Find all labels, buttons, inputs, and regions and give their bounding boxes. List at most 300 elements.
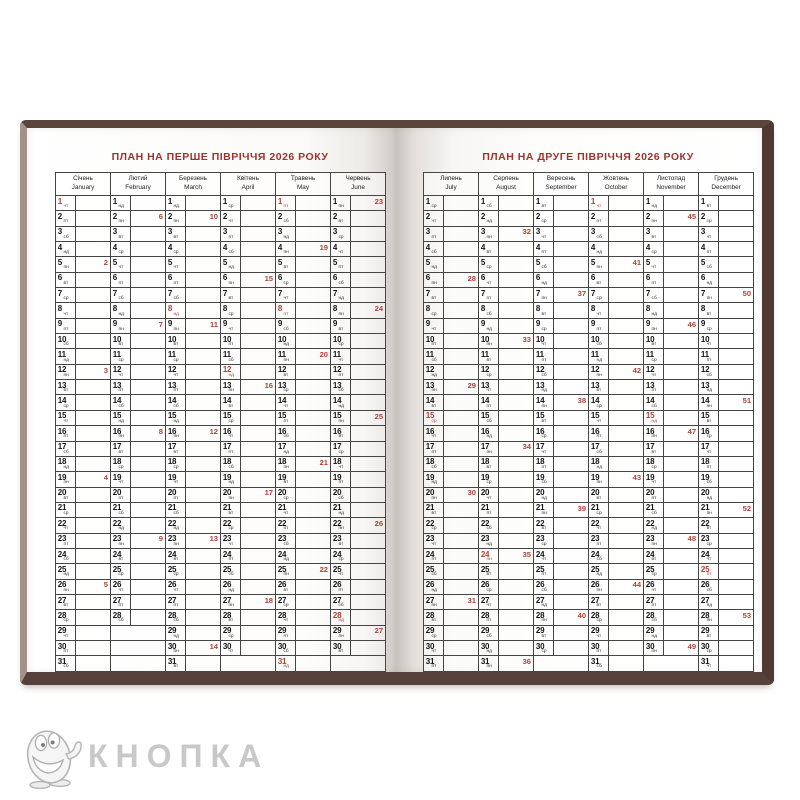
day-cell — [699, 303, 719, 318]
day-number: 16 — [57, 426, 67, 436]
day-number: 2 — [167, 211, 173, 221]
day-row — [424, 456, 754, 471]
day-number: 4 — [590, 242, 596, 252]
weekday-abbr: ср — [431, 526, 437, 532]
notes-cell — [241, 303, 276, 318]
day-row — [56, 656, 386, 671]
day-cell — [166, 257, 186, 272]
day-number: 2 — [645, 211, 651, 221]
weekday-abbr: нд — [596, 250, 602, 256]
notes-cell — [554, 564, 589, 579]
notes-cell — [664, 226, 699, 241]
day-cell — [331, 533, 351, 548]
day-number: 31 — [277, 656, 287, 666]
weekday-abbr: пн — [283, 357, 289, 363]
weekday-abbr: сб — [228, 250, 234, 256]
notes-cell — [444, 318, 479, 333]
day-number: 5 — [645, 257, 651, 267]
day-number: 22 — [535, 518, 545, 528]
day-cell — [699, 533, 719, 548]
weekday-abbr: сб — [63, 449, 69, 455]
day-number: 26 — [332, 580, 342, 590]
day-number: 30 — [57, 641, 67, 651]
day-cell — [276, 334, 296, 349]
notes-cell — [241, 610, 276, 625]
weekday-abbr: чт — [338, 572, 344, 578]
day-cell — [276, 303, 296, 318]
notes-cell — [499, 257, 534, 272]
day-number: 25 — [332, 564, 342, 574]
weekday-abbr: нд — [228, 265, 234, 271]
day-cell — [276, 380, 296, 395]
notes-cell — [131, 303, 166, 318]
notes-cell — [499, 518, 534, 533]
day-cell — [276, 640, 296, 655]
notes-cell — [296, 257, 331, 272]
day-cell — [166, 610, 186, 625]
weekday-abbr: пт — [486, 618, 492, 624]
day-cell — [56, 288, 76, 303]
day-cell — [534, 579, 554, 594]
day-number: 22 — [167, 518, 177, 528]
notes-cell — [296, 518, 331, 533]
notes-cell — [664, 640, 699, 655]
day-cell — [589, 226, 609, 241]
day-cell — [644, 579, 664, 594]
notes-cell — [76, 610, 111, 625]
day-row — [56, 456, 386, 471]
day-cell — [424, 579, 444, 594]
day-cell — [166, 303, 186, 318]
day-cell — [111, 303, 131, 318]
day-number: 22 — [425, 518, 435, 528]
week-number: 17 — [264, 488, 274, 498]
weekday-abbr: пн — [706, 296, 712, 302]
day-cell — [589, 410, 609, 425]
notes-cell — [351, 502, 386, 517]
day-cell — [424, 502, 444, 517]
day-number: 13 — [645, 380, 655, 390]
weekday-abbr: чт — [63, 633, 69, 639]
weekday-abbr: вт — [706, 204, 712, 210]
day-number: 14 — [167, 396, 177, 406]
day-cell — [111, 487, 131, 502]
day-number: 3 — [700, 227, 706, 237]
notes-cell — [609, 487, 644, 502]
notes-cell — [499, 441, 534, 456]
notes-cell — [609, 579, 644, 594]
day-cell — [166, 564, 186, 579]
notes-cell — [609, 594, 644, 609]
weekday-abbr: сб — [431, 572, 437, 578]
day-number: 13 — [167, 380, 177, 390]
day-cell — [166, 625, 186, 640]
notes-cell — [609, 395, 644, 410]
weekday-abbr: пн — [338, 418, 344, 424]
month-header — [111, 173, 166, 196]
weekday-abbr: вт — [431, 403, 437, 409]
notes-cell — [76, 640, 111, 655]
day-cell — [111, 472, 131, 487]
day-cell — [589, 456, 609, 471]
notes-cell — [499, 594, 534, 609]
day-cell — [589, 564, 609, 579]
weekday-abbr: чт — [283, 403, 289, 409]
day-number: 6 — [645, 273, 651, 283]
day-number: 2 — [332, 211, 338, 221]
day-cell — [331, 472, 351, 487]
notes-cell — [186, 242, 221, 257]
notes-cell — [719, 548, 754, 563]
empty-cell — [111, 625, 166, 640]
notes-cell — [76, 380, 111, 395]
day-number: 6 — [480, 273, 486, 283]
weekday-abbr: нд — [651, 418, 657, 424]
notes-cell — [609, 196, 644, 211]
day-cell — [699, 242, 719, 257]
day-number: 12 — [425, 365, 435, 375]
day-number: 19 — [480, 472, 490, 482]
open-diary — [20, 120, 774, 685]
notes-cell — [664, 502, 699, 517]
day-number: 7 — [425, 288, 431, 298]
day-number: 9 — [222, 319, 228, 329]
day-cell — [331, 502, 351, 517]
weekday-abbr: ср — [486, 265, 492, 271]
day-cell — [276, 502, 296, 517]
day-cell — [56, 533, 76, 548]
week-number: 5 — [103, 580, 108, 590]
day-number: 10 — [57, 334, 67, 344]
weekday-abbr: ср — [63, 296, 69, 302]
week-number: 50 — [742, 288, 752, 298]
weekday-abbr: чт — [338, 357, 344, 363]
day-cell — [111, 594, 131, 609]
notes-cell — [444, 395, 479, 410]
day-number: 15 — [57, 411, 67, 421]
day-number: 1 — [645, 196, 651, 206]
day-cell — [699, 456, 719, 471]
day-cell — [331, 426, 351, 441]
day-cell — [424, 196, 444, 211]
day-cell — [56, 226, 76, 241]
weekday-abbr: ср — [596, 510, 602, 516]
week-number: 10 — [209, 212, 219, 222]
weekday-abbr: нд — [431, 372, 437, 378]
notes-cell — [444, 564, 479, 579]
day-cell — [534, 226, 554, 241]
day-cell — [166, 242, 186, 257]
notes-cell — [351, 533, 386, 548]
weekday-abbr: сб — [541, 587, 547, 593]
notes-cell — [444, 656, 479, 671]
weekday-abbr: чт — [486, 280, 492, 286]
day-number: 21 — [332, 503, 342, 513]
weekday-abbr: вт — [173, 449, 179, 455]
weekday-abbr: сб — [706, 480, 712, 486]
notes-cell — [499, 349, 534, 364]
day-cell — [424, 564, 444, 579]
month-header — [166, 173, 221, 196]
day-cell — [221, 441, 241, 456]
day-number: 15 — [222, 411, 232, 421]
weekday-abbr: пт — [283, 526, 289, 532]
weekday-abbr: нд — [173, 418, 179, 424]
day-number: 3 — [112, 227, 118, 237]
day-number: 14 — [590, 396, 600, 406]
month-header-row — [56, 173, 386, 196]
weekday-abbr: вт — [173, 234, 179, 240]
notes-cell — [76, 318, 111, 333]
day-cell — [589, 625, 609, 640]
weekday-abbr: пт — [283, 311, 289, 317]
notes-cell — [499, 196, 534, 211]
day-row — [424, 426, 754, 441]
notes-cell — [296, 456, 331, 471]
weekday-abbr: чт — [706, 557, 712, 562]
day-number: 17 — [277, 442, 287, 452]
day-number: 24 — [645, 549, 655, 559]
notes-cell — [499, 226, 534, 241]
notes-cell — [241, 318, 276, 333]
notes-cell — [499, 364, 534, 379]
month-name-uk: Листопад — [656, 175, 686, 183]
day-number: 27 — [222, 595, 232, 605]
notes-cell — [351, 288, 386, 303]
notes-cell — [351, 594, 386, 609]
empty-cell — [331, 656, 386, 671]
day-number: 1 — [535, 196, 541, 206]
day-number: 22 — [222, 518, 232, 528]
day-number: 22 — [645, 518, 655, 528]
notes-cell — [719, 349, 754, 364]
day-cell — [56, 242, 76, 257]
day-number: 20 — [57, 488, 67, 498]
weekday-abbr: сб — [596, 449, 602, 455]
day-cell — [534, 502, 554, 517]
week-number: 20 — [319, 350, 329, 360]
notes-cell — [719, 472, 754, 487]
weekday-abbr: ср — [283, 388, 289, 394]
weekday-abbr: пн — [596, 587, 602, 593]
notes-cell — [241, 640, 276, 655]
day-row — [56, 272, 386, 287]
notes-cell — [296, 288, 331, 303]
weekday-abbr: чт — [541, 449, 547, 455]
weekday-abbr: чт — [63, 204, 69, 210]
day-cell — [534, 456, 554, 471]
day-cell — [479, 288, 499, 303]
day-cell — [331, 625, 351, 640]
weekday-abbr: пн — [651, 326, 657, 332]
weekday-abbr: ср — [228, 204, 234, 210]
weekday-abbr: чт — [431, 649, 437, 655]
weekday-abbr: нд — [486, 219, 492, 225]
day-cell — [534, 472, 554, 487]
weekday-abbr: пт — [651, 495, 657, 501]
notes-cell — [351, 211, 386, 226]
week-number: 6 — [158, 212, 164, 222]
day-number: 1 — [425, 196, 431, 206]
notes-cell — [241, 349, 276, 364]
day-number: 29 — [700, 626, 710, 636]
day-cell — [644, 426, 664, 441]
weekday-abbr: пт — [431, 557, 437, 562]
weekday-abbr: чт — [173, 587, 179, 593]
weekday-abbr: пт — [596, 326, 602, 332]
notes-cell — [76, 472, 111, 487]
notes-cell — [444, 242, 479, 257]
day-cell — [644, 594, 664, 609]
day-cell — [424, 548, 444, 563]
notes-cell — [296, 410, 331, 425]
day-cell — [276, 349, 296, 364]
notes-cell — [76, 257, 111, 272]
day-number: 22 — [700, 518, 710, 528]
weekday-abbr: пн — [228, 280, 234, 286]
day-number: 11 — [645, 350, 654, 360]
day-cell — [589, 579, 609, 594]
day-number: 18 — [167, 457, 177, 467]
day-row — [424, 364, 754, 379]
weekday-abbr: пт — [541, 464, 547, 470]
day-row — [56, 426, 386, 441]
weekday-abbr: сб — [596, 664, 602, 670]
day-row — [424, 303, 754, 318]
weekday-abbr: чт — [431, 434, 437, 440]
notes-cell — [719, 242, 754, 257]
day-cell — [589, 272, 609, 287]
day-number: 26 — [535, 580, 545, 590]
day-cell — [56, 456, 76, 471]
notes-cell — [609, 380, 644, 395]
day-cell — [534, 303, 554, 318]
day-row — [56, 226, 386, 241]
day-cell — [424, 487, 444, 502]
weekday-abbr: сб — [596, 234, 602, 240]
day-cell — [589, 426, 609, 441]
notes-cell — [131, 426, 166, 441]
day-number: 6 — [590, 273, 596, 283]
day-cell — [276, 656, 296, 671]
weekday-abbr: сб — [283, 326, 289, 332]
weekday-abbr: нд — [541, 388, 547, 394]
notes-cell — [241, 211, 276, 226]
day-cell — [589, 533, 609, 548]
notes-cell — [241, 196, 276, 211]
weekday-abbr: ср — [706, 649, 712, 655]
day-cell — [534, 487, 554, 502]
weekday-abbr: вт — [706, 418, 712, 424]
day-cell — [644, 472, 664, 487]
day-cell — [331, 441, 351, 456]
day-cell — [479, 533, 499, 548]
day-number: 26 — [277, 580, 287, 590]
day-cell — [221, 640, 241, 655]
day-number: 23 — [112, 534, 122, 544]
weekday-abbr: ср — [173, 464, 179, 470]
day-cell — [424, 594, 444, 609]
day-number: 2 — [480, 211, 486, 221]
day-cell — [479, 610, 499, 625]
day-number: 30 — [700, 641, 710, 651]
notes-cell — [444, 211, 479, 226]
notes-cell — [499, 242, 534, 257]
weekday-abbr: сб — [596, 557, 602, 562]
day-cell — [166, 533, 186, 548]
notes-cell — [609, 257, 644, 272]
weekday-abbr: вт — [596, 388, 602, 394]
day-cell — [479, 303, 499, 318]
day-row — [424, 610, 754, 625]
day-number: 27 — [277, 595, 287, 605]
day-cell — [276, 288, 296, 303]
day-number: 12 — [222, 365, 232, 375]
notes-cell — [76, 349, 111, 364]
day-row — [56, 579, 386, 594]
notes-cell — [609, 364, 644, 379]
weekday-abbr: нд — [706, 280, 713, 286]
notes-cell — [664, 196, 699, 211]
day-number: 9 — [167, 319, 173, 329]
notes-cell — [609, 456, 644, 471]
weekday-abbr: ср — [283, 603, 289, 609]
weekday-abbr: пт — [228, 449, 234, 455]
month-header — [424, 173, 479, 196]
notes-cell — [554, 456, 589, 471]
day-cell — [56, 564, 76, 579]
week-number: 33 — [522, 334, 532, 344]
weekday-abbr: пт — [173, 603, 179, 609]
weekday-abbr: ср — [706, 219, 712, 225]
notes-cell — [664, 579, 699, 594]
notes-cell — [186, 640, 221, 655]
notes-cell — [296, 487, 331, 502]
day-number: 29 — [425, 626, 435, 636]
day-number: 23 — [700, 534, 710, 544]
weekday-abbr: нд — [706, 495, 713, 501]
notes-cell — [554, 594, 589, 609]
day-number: 25 — [425, 564, 435, 574]
weekday-abbr: вт — [228, 510, 234, 516]
day-cell — [534, 518, 554, 533]
week-number: 22 — [319, 565, 329, 575]
notes-cell — [444, 257, 479, 272]
day-cell — [644, 257, 664, 272]
day-cell — [589, 441, 609, 456]
notes-cell — [76, 548, 111, 563]
weekday-abbr: чт — [431, 326, 437, 332]
day-number: 31 — [700, 656, 710, 666]
notes-cell — [131, 610, 166, 625]
day-number: 8 — [480, 304, 486, 313]
day-number: 27 — [645, 595, 655, 605]
weekday-abbr: пн — [431, 280, 437, 286]
notes-cell — [719, 318, 754, 333]
notes-cell — [186, 579, 221, 594]
day-number: 15 — [167, 411, 177, 421]
notes-cell — [241, 518, 276, 533]
day-number: 2 — [535, 211, 541, 221]
day-number: 7 — [645, 288, 651, 298]
day-cell — [424, 426, 444, 441]
day-cell — [479, 211, 499, 226]
day-cell — [534, 257, 554, 272]
notes-cell — [131, 272, 166, 287]
day-number: 13 — [57, 380, 67, 390]
day-row — [424, 242, 754, 257]
day-cell — [276, 410, 296, 425]
